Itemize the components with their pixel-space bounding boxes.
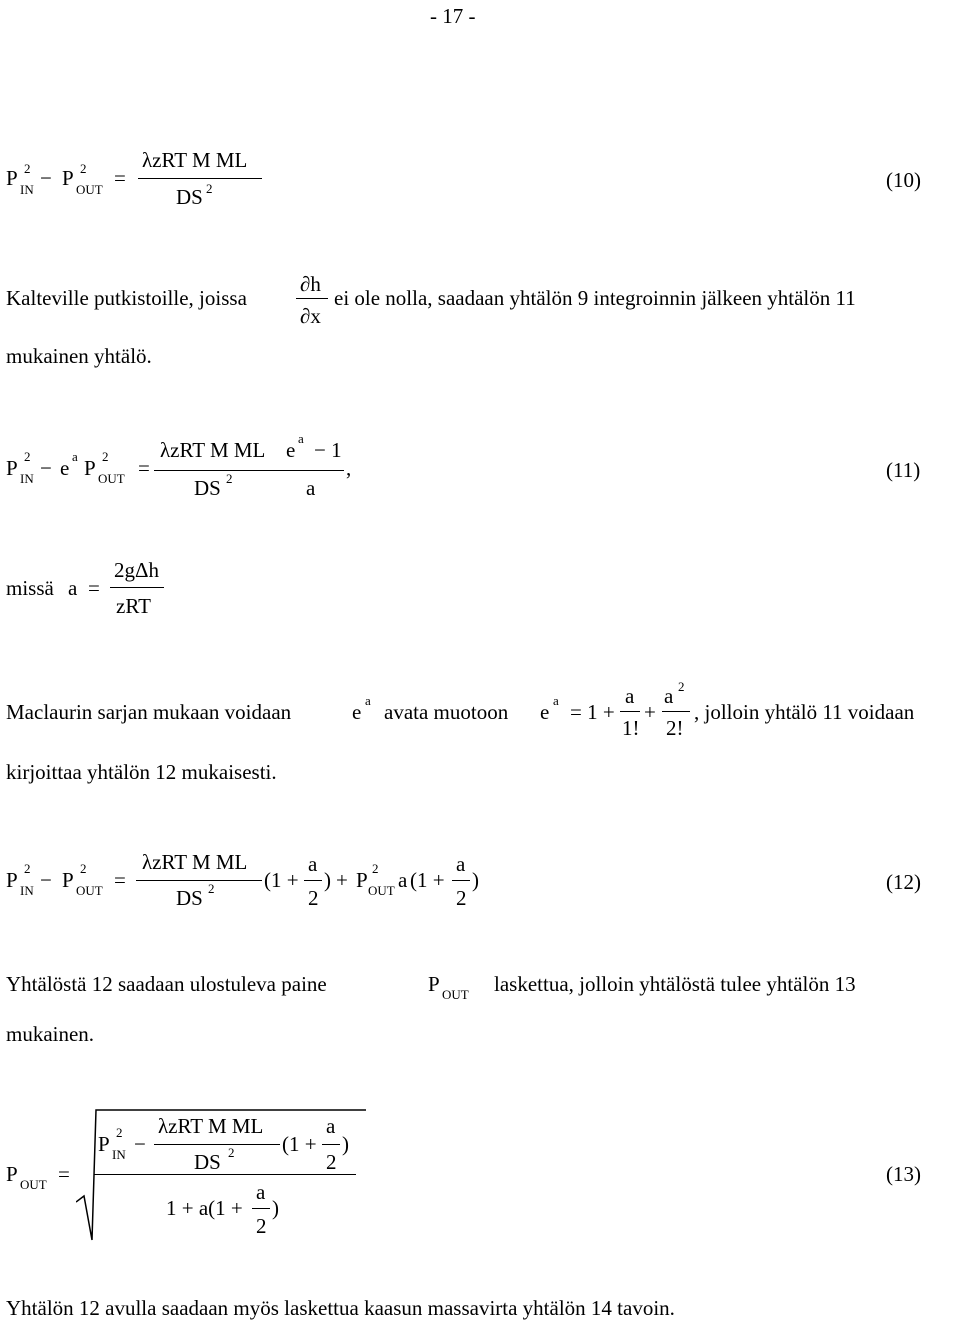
- eq11-comma: ,: [346, 456, 352, 480]
- eq12-frac-b-den: 2: [456, 886, 467, 910]
- eq10-number: (10): [886, 168, 921, 192]
- eq12-sup1: 2: [24, 861, 31, 876]
- eq11-p-in: P: [6, 456, 18, 480]
- eq11-sup2: 2: [102, 449, 109, 464]
- para1-fraction-bar: [296, 298, 328, 299]
- eq13-sub-out: OUT: [20, 1177, 47, 1192]
- eq12-frac-b-num: a: [456, 852, 466, 876]
- para2-text3: , jolloin yhtälö 11 voidaan: [694, 700, 915, 724]
- para2-frac1-den: 1!: [622, 716, 640, 740]
- eq13-den-frac-num: a: [256, 1180, 266, 1204]
- para2-frac2-num: a: [664, 684, 674, 708]
- para3-line2: mukainen.: [6, 1022, 95, 1046]
- eq11-sub-out: OUT: [98, 471, 125, 486]
- para2-e2-sup: a: [553, 693, 559, 708]
- eq13-paren-close: ): [342, 1132, 349, 1156]
- eq12-frac-a-den: 2: [308, 886, 319, 910]
- eq10-p-in: P: [6, 166, 18, 190]
- para2-frac2-bar: [662, 711, 690, 712]
- eq13-frac-num: a: [326, 1114, 336, 1138]
- eq13-inner-denominator: DS: [194, 1150, 221, 1174]
- para3-sub-out: OUT: [442, 987, 469, 1002]
- eq13-inner-fraction-bar: [154, 1144, 280, 1145]
- eq10-sub-out: OUT: [76, 182, 103, 197]
- missa-fraction-bar: [110, 587, 164, 588]
- eq13-p-in-sup: 2: [116, 1125, 123, 1140]
- eq13-small-fraction-bar: [322, 1144, 340, 1145]
- eq12-sub-out: OUT: [76, 883, 103, 898]
- eq12-paren1-open: (1 +: [264, 868, 299, 892]
- eq13-den-frac-bar: [252, 1208, 270, 1209]
- eq10-fraction-bar: [138, 178, 262, 179]
- eq11-num2-sup: a: [298, 431, 304, 446]
- eq11-denominator1: DS: [194, 476, 221, 500]
- eq10-denominator: DS: [176, 185, 203, 209]
- eq12-paren2-close: ): [472, 868, 479, 892]
- eq11-num2-e: e: [286, 438, 296, 462]
- para1-text-before: Kalteville putkistoille, joissa: [6, 286, 247, 310]
- eq12-den-sup: 2: [208, 881, 215, 896]
- eq12-denominator: DS: [176, 886, 203, 910]
- eq10-sub-in: IN: [20, 182, 34, 197]
- para3-p: P: [428, 972, 440, 996]
- eq11-denominator2: a: [306, 476, 316, 500]
- page-number: - 17 -: [430, 4, 476, 28]
- eq12-p-out: P: [62, 868, 74, 892]
- eq12-sup3: 2: [372, 861, 379, 876]
- eq11-e: e: [60, 456, 70, 480]
- eq13-equals: =: [58, 1162, 70, 1186]
- eq11-equals: =: [138, 456, 150, 480]
- eq12-frac-a-bar: [304, 880, 322, 881]
- para1-text-after: ei ole nolla, saadaan yhtälön 9 integroinnin jälkeen yhtälön 11: [334, 286, 856, 310]
- eq11-fraction-bar: [154, 470, 344, 471]
- eq12-frac-b-bar: [452, 880, 470, 881]
- para1-frac-den: ∂x: [300, 304, 321, 328]
- eq12-paren2-open: (1 +: [410, 868, 445, 892]
- eq10-sup1: 2: [24, 161, 31, 176]
- missa-a: a: [68, 576, 78, 600]
- eq12-equals: =: [114, 868, 126, 892]
- eq12-sub-in: IN: [20, 883, 34, 898]
- para2-e1: e: [352, 700, 362, 724]
- eq11-number: (11): [886, 458, 921, 482]
- eq13-inner-numerator: λzRT M ML: [158, 1114, 264, 1138]
- eq11-e-sup: a: [72, 449, 78, 464]
- eq13-minus: −: [134, 1132, 146, 1156]
- eq12-sub-out2: OUT: [368, 883, 395, 898]
- para1-frac-num: ∂h: [300, 272, 321, 296]
- eq10-p-out: P: [62, 166, 74, 190]
- eq13-p-in-sub: IN: [112, 1147, 126, 1162]
- eq11-den1-sup: 2: [226, 471, 233, 486]
- eq10-numerator: λzRT M ML: [142, 148, 248, 172]
- missa-denominator: zRT: [116, 594, 151, 618]
- eq13-p-out: P: [6, 1162, 18, 1186]
- eq12-sup2: 2: [80, 861, 87, 876]
- para2-eq-part: = 1 +: [570, 700, 615, 724]
- eq10-minus: −: [40, 166, 52, 190]
- para3-text1: Yhtälöstä 12 saadaan ulostuleva paine: [6, 972, 327, 996]
- missa-numerator: 2gΔh: [114, 558, 160, 582]
- para2-frac2-den: 2!: [666, 716, 684, 740]
- eq13-den-frac-den: 2: [256, 1214, 267, 1238]
- eq12-p-in: P: [6, 868, 18, 892]
- eq10-equals: =: [114, 166, 126, 190]
- eq11-sup1: 2: [24, 449, 31, 464]
- para2-e1-sup: a: [365, 693, 371, 708]
- para3-text2: laskettua, jolloin yhtälöstä tulee yhtälön 13: [494, 972, 856, 996]
- para2-e2: e: [540, 700, 550, 724]
- eq13-number: (13): [886, 1162, 921, 1186]
- para2-line2: kirjoittaa yhtälön 12 mukaisesti.: [6, 760, 277, 784]
- eq11-minus: −: [40, 456, 52, 480]
- para1-line2: mukainen yhtälö.: [6, 344, 152, 368]
- eq12-frac-a-num: a: [308, 852, 318, 876]
- eq10-sup2: 2: [80, 161, 87, 176]
- para2-frac1-bar: [620, 711, 640, 712]
- eq12-number: (12): [886, 870, 921, 894]
- missa-equals: =: [88, 576, 100, 600]
- eq11-p-out: P: [84, 456, 96, 480]
- eq11-num2-rest: − 1: [314, 438, 342, 462]
- eq12-plus: +: [336, 868, 348, 892]
- paragraph-4: Yhtälön 12 avulla saadaan myös laskettua kaasun massavirta yhtälön 14 tavoin.: [6, 1296, 675, 1320]
- para2-frac1-num: a: [625, 684, 635, 708]
- missa-label: missä: [6, 576, 54, 600]
- eq13-paren-open: (1 +: [282, 1132, 317, 1156]
- eq12-fraction-bar: [136, 880, 262, 881]
- para2-text2: avata muotoon: [384, 700, 509, 724]
- eq12-numerator: λzRT M ML: [142, 850, 248, 874]
- eq11-sub-in: IN: [20, 471, 34, 486]
- eq13-den-part: 1 + a(1 +: [166, 1196, 243, 1220]
- eq13-main-fraction-bar: [94, 1174, 356, 1175]
- eq12-p-out2: P: [356, 868, 368, 892]
- eq13-inner-den-sup: 2: [228, 1145, 235, 1160]
- eq12-a: a: [398, 868, 408, 892]
- eq12-paren1-close: ): [324, 868, 331, 892]
- eq13-frac-den: 2: [326, 1150, 337, 1174]
- eq12-minus: −: [40, 868, 52, 892]
- eq11-numerator1: λzRT M ML: [160, 438, 266, 462]
- para2-frac2-sup: 2: [678, 679, 685, 694]
- para2-plus: +: [644, 700, 656, 724]
- eq13-den-close: ): [272, 1196, 279, 1220]
- eq13-p-in: P: [98, 1132, 110, 1156]
- para2-text1: Maclaurin sarjan mukaan voidaan: [6, 700, 292, 724]
- eq10-den-sup: 2: [206, 181, 213, 196]
